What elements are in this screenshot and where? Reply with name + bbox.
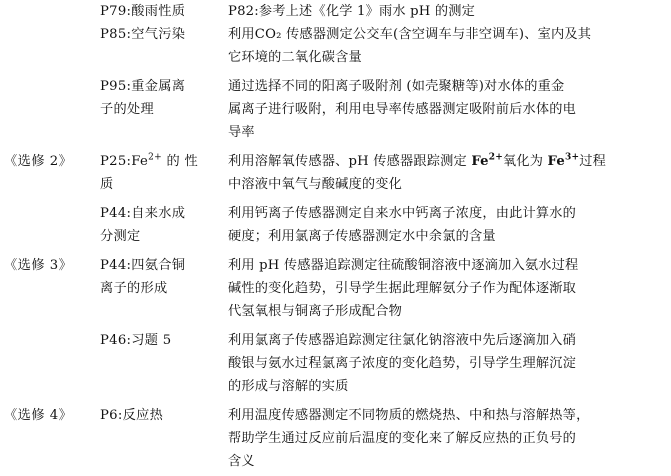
- topic-line: P44:四氨合铜: [100, 258, 186, 273]
- description-line: 它环境的二氧化碳含量: [228, 50, 362, 65]
- description-line: 属离子进行吸附，利用电导率传感器测定吸附前后水体的电: [228, 102, 577, 117]
- description-text: 过程: [579, 154, 606, 169]
- topic-cell: [100, 254, 218, 300]
- description-line: P82:参考上述《化学 1》雨水 pH 的测定: [228, 4, 476, 19]
- description-line: 利用温度传感器测定不同物质的燃烧热、中和热与溶解热等，: [228, 408, 590, 423]
- charge-superscript: 2+: [488, 152, 503, 163]
- topic-cell: [100, 329, 218, 352]
- description-cell: [228, 75, 668, 144]
- description-cell: [228, 150, 668, 196]
- topic-line: 子的处理: [100, 102, 154, 117]
- description-line: 硬度；利用氯离子传感器测定水中余氯的含量: [228, 229, 496, 244]
- topic-line: 分测定: [100, 229, 141, 244]
- description-cell: [228, 404, 668, 473]
- topic-line: P44:自来水成: [100, 206, 186, 221]
- description-line: 导率: [228, 125, 255, 140]
- topic-line: P79:酸雨性质: [100, 4, 186, 19]
- description-text: 利用溶解氧传感器、pH 传感器跟踪测定: [228, 154, 472, 169]
- description-line: 碱性的变化趋势，引导学生据此理解氨分子作为配体逐渐取: [228, 281, 577, 296]
- description-line: [228, 150, 668, 173]
- description-cell: [228, 0, 668, 23]
- topic-suffix: 的 性: [162, 154, 198, 169]
- topic-cell: [100, 23, 218, 46]
- description-cell: [228, 23, 668, 69]
- book-label: 《选修 3》: [4, 258, 73, 273]
- topic-cell: [100, 150, 218, 196]
- iron-symbol: Fe: [547, 154, 565, 169]
- topic-prefix: P25:Fe: [100, 154, 149, 169]
- description-line: 利用氯离子传感器追踪测定往氯化钠溶液中先后逐滴加入硝: [228, 333, 577, 348]
- topic-line: P6:反应热: [100, 408, 164, 423]
- description-line: 通过选择不同的阳离子吸附剂 (如壳聚糖等)对水体的重金: [228, 79, 565, 94]
- charge-superscript: 2+: [148, 152, 163, 163]
- topic-line: P85:空气污染: [100, 27, 186, 42]
- description-line: 含义: [228, 454, 255, 469]
- description-cell: [228, 329, 668, 398]
- topic-line: 质: [100, 177, 114, 192]
- description-line: 代氢氧根与铜离子形成配合物: [228, 304, 403, 319]
- description-line: 中溶液中氧气与酸碱度的变化: [228, 177, 403, 192]
- description-line: 利用 pH 传感器追踪测定往硫酸铜溶液中逐滴加入氨水过程: [228, 258, 579, 273]
- topic-cell: [100, 202, 218, 248]
- description-line: 利用CO₂ 传感器测定公交车(含空调车与非空调车)、室内及其: [228, 27, 592, 42]
- description-line: 帮助学生通过反应前后温度的变化来了解反应热的正负号的: [228, 431, 577, 446]
- book-label: 《选修 2》: [4, 154, 73, 169]
- topic-cell: [100, 0, 218, 23]
- description-cell: [228, 202, 668, 248]
- topic-line: P95:重金属离: [100, 79, 186, 94]
- iron-symbol: Fe: [471, 154, 489, 169]
- topic-cell: [100, 75, 218, 121]
- topic-line: P46:习题 5: [100, 333, 172, 348]
- description-line: 酸银与氨水过程氯离子浓度的变化趋势，引导学生理解沉淀: [228, 356, 577, 371]
- topic-cell: [100, 404, 218, 427]
- description-line: 的形成与溶解的实质: [228, 379, 349, 394]
- topic-line: 离子的形成: [100, 281, 168, 296]
- book-label: 《选修 4》: [4, 408, 73, 423]
- topic-line: [100, 150, 218, 173]
- description-text: 氧化为: [502, 154, 548, 169]
- charge-superscript: 3+: [564, 152, 580, 163]
- description-cell: [228, 254, 668, 323]
- description-line: 利用钙离子传感器测定自来水中钙离子浓度，由此计算水的: [228, 206, 577, 221]
